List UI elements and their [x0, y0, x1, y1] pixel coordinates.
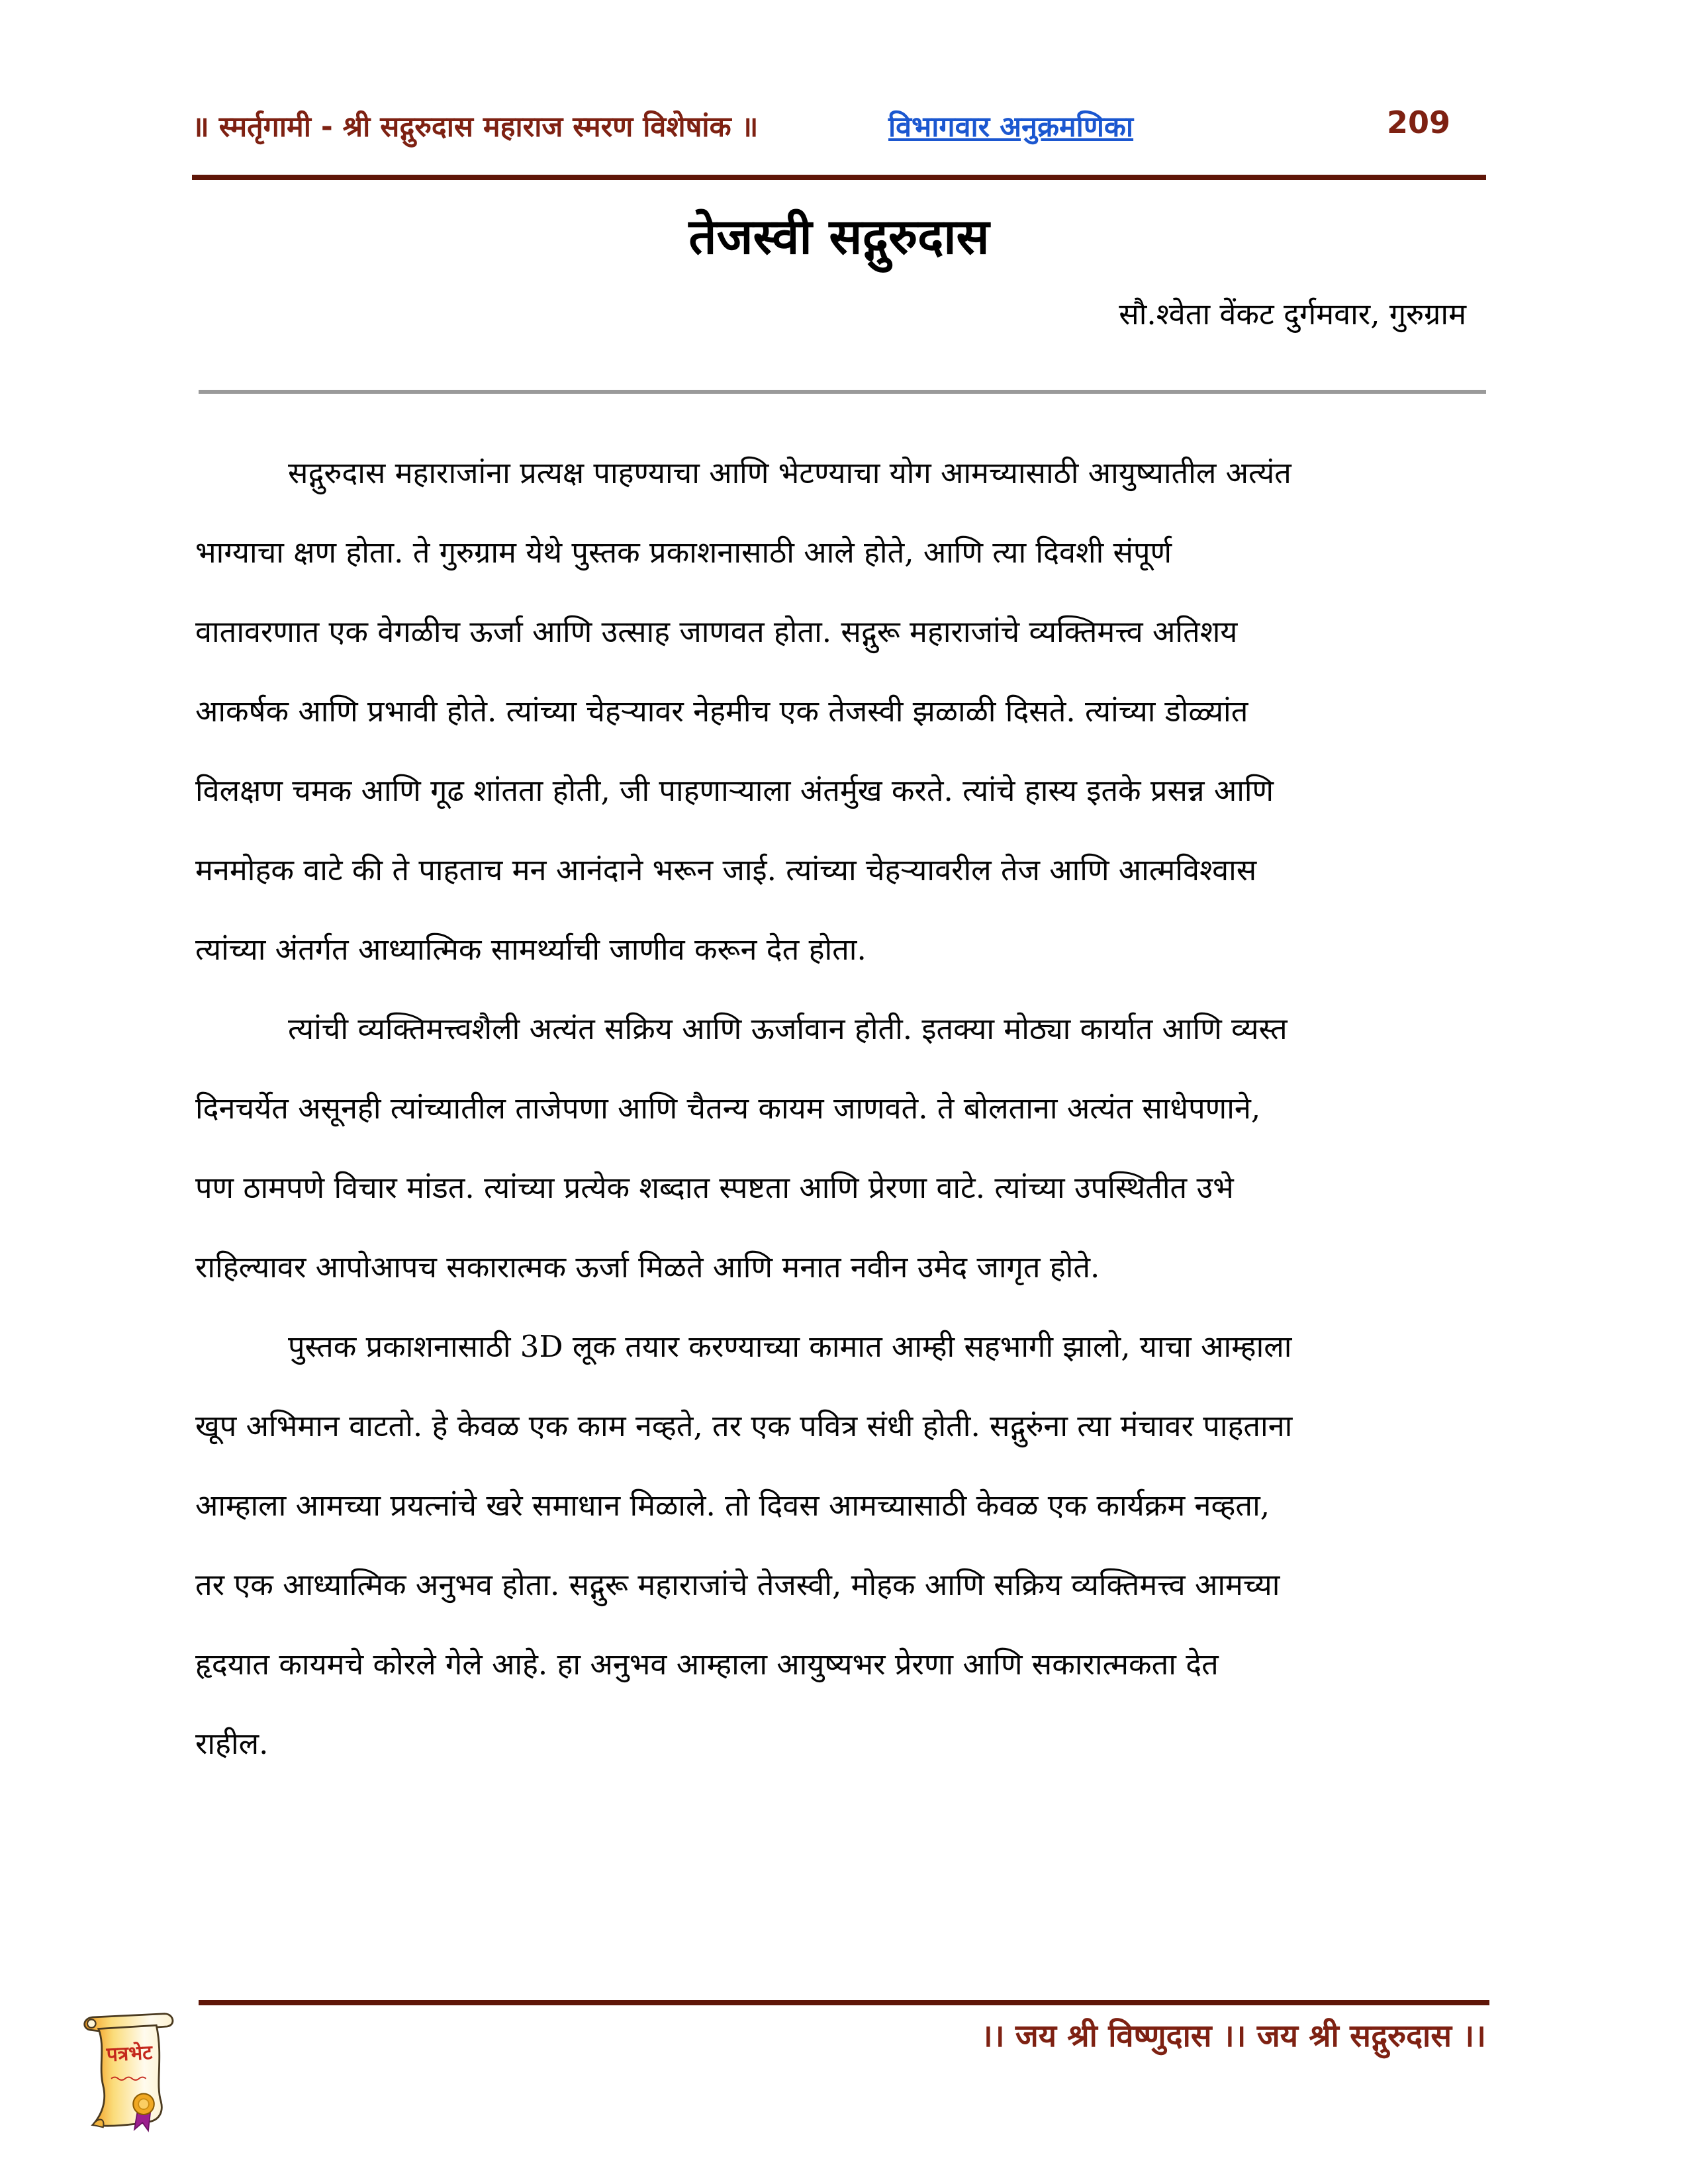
body-line: पुस्तक प्रकाशनासाठी 3D लूक तयार करण्याच्या कामात आम्ही सहभागी झालो, याचा आम्हाला	[288, 1329, 1292, 1364]
body-line: आम्हाला आमच्या प्रयत्नांचे खरे समाधान मिळाले. तो दिवस आमच्यासाठी केवळ एक कार्यक्रम नव्हता,	[195, 1488, 1270, 1523]
body-line: दिनचर्येत असूनही त्यांच्यातील ताजेपणा आणि चैतन्य कायम जाणवते. ते बोलताना अत्यंत साधेपणाने,	[195, 1091, 1261, 1126]
body-line: हृदयात कायमचे कोरले गेले आहे. हा अनुभव आम्हाला आयुष्यभर प्रेरणा आणि सकारात्मकता देत	[195, 1647, 1219, 1682]
toc-link[interactable]: विभागवार अनुक्रमणिका	[888, 111, 1134, 144]
logo-wordmark: पत्रभेट	[106, 2040, 153, 2067]
body-line: भाग्याचा क्षण होता. ते गुरुग्राम येथे पुस्तक प्रकाशनासाठी आले होते, आणि त्या दिवशी संपूर्ण	[195, 535, 1172, 570]
body-line: पण ठामपणे विचार मांडत. त्यांच्या प्रत्येक शब्दात स्पष्टता आणि प्रेरणा वाटे. त्यांच्या उपस्थितीत उभे	[195, 1170, 1234, 1205]
article-title: तेजस्वी सद्गुरुदास	[688, 208, 990, 265]
body-line: खूप अभिमान वाटतो. हे केवळ एक काम नव्हते, तर एक पवित्र संधी होती. सद्गुरुंना त्या मंचावर पाहताना	[195, 1408, 1293, 1443]
body-line: राहील.	[195, 1726, 269, 1761]
rosette-ribbon-icon	[133, 2094, 154, 2131]
body-line: आकर्षक आणि प्रभावी होते. त्यांच्या चेहऱ्यावर नेहमीच एक तेजस्वी झळाळी दिसते. त्यांच्या डोळ्यांत	[195, 694, 1248, 729]
journal-title: ॥ स्मर्तृगामी - श्री सद्गुरुदास महाराज स्मरण विशेषांक ॥	[192, 111, 759, 144]
article-author: सौ.श्वेता वेंकट दुर्गमवार, गुरुग्राम	[1119, 296, 1466, 332]
body-line: राहिल्यावर आपोआपच सकारात्मक ऊर्जा मिळते आणि मनात नवीन उमेद जागृत होते.	[195, 1250, 1100, 1285]
page-number: 209	[1387, 105, 1451, 140]
article-body	[195, 433, 1476, 1784]
body-line: तर एक आध्यात्मिक अनुभव होता. सद्गुरू महाराजांचे तेजस्वी, मोहक आणि सक्रिय व्यक्तिमत्त्व आमच्या	[195, 1567, 1280, 1602]
footer-blessing: ।। जय श्री विष्णुदास ।। जय श्री सद्गुरुदास ।।	[980, 2018, 1486, 2054]
patrabhet-logo	[74, 2011, 190, 2140]
body-line: सद्गुरुदास महाराजांना प्रत्यक्ष पाहण्याचा आणि भेटण्याचा योग आमच्यासाठी आयुष्यातील अत्यंत	[288, 455, 1291, 490]
body-line: मनमोहक वाटे की ते पाहताच मन आनंदाने भरून जाई. त्यांच्या चेहऱ्यावरील तेज आणि आत्मविश्वास	[195, 852, 1257, 887]
body-line: विलक्षण चमक आणि गूढ शांतता होती, जी पाहणाऱ्याला अंतर्मुख करते. त्यांचे हास्य इतके प्रसन्न आणि	[195, 773, 1274, 808]
title-separator	[199, 390, 1486, 394]
footer-rule	[199, 2000, 1489, 2005]
body-line: त्यांची व्यक्तिमत्त्वशैली अत्यंत सक्रिय आणि ऊर्जावान होती. इतक्या मोठ्या कार्यात आणि व्यस्त	[288, 1011, 1288, 1046]
body-line: वातावरणात एक वेगळीच ऊर्जा आणि उत्साह जाणवत होता. सद्गुरू महाराजांचे व्यक्तिमत्त्व अतिशय	[195, 614, 1238, 649]
header-rule	[192, 175, 1486, 180]
body-line: त्यांच्या अंतर्गत आध्यात्मिक सामर्थ्याची जाणीव करून देत होता.	[195, 932, 867, 967]
scroll-icon	[85, 2014, 173, 2128]
